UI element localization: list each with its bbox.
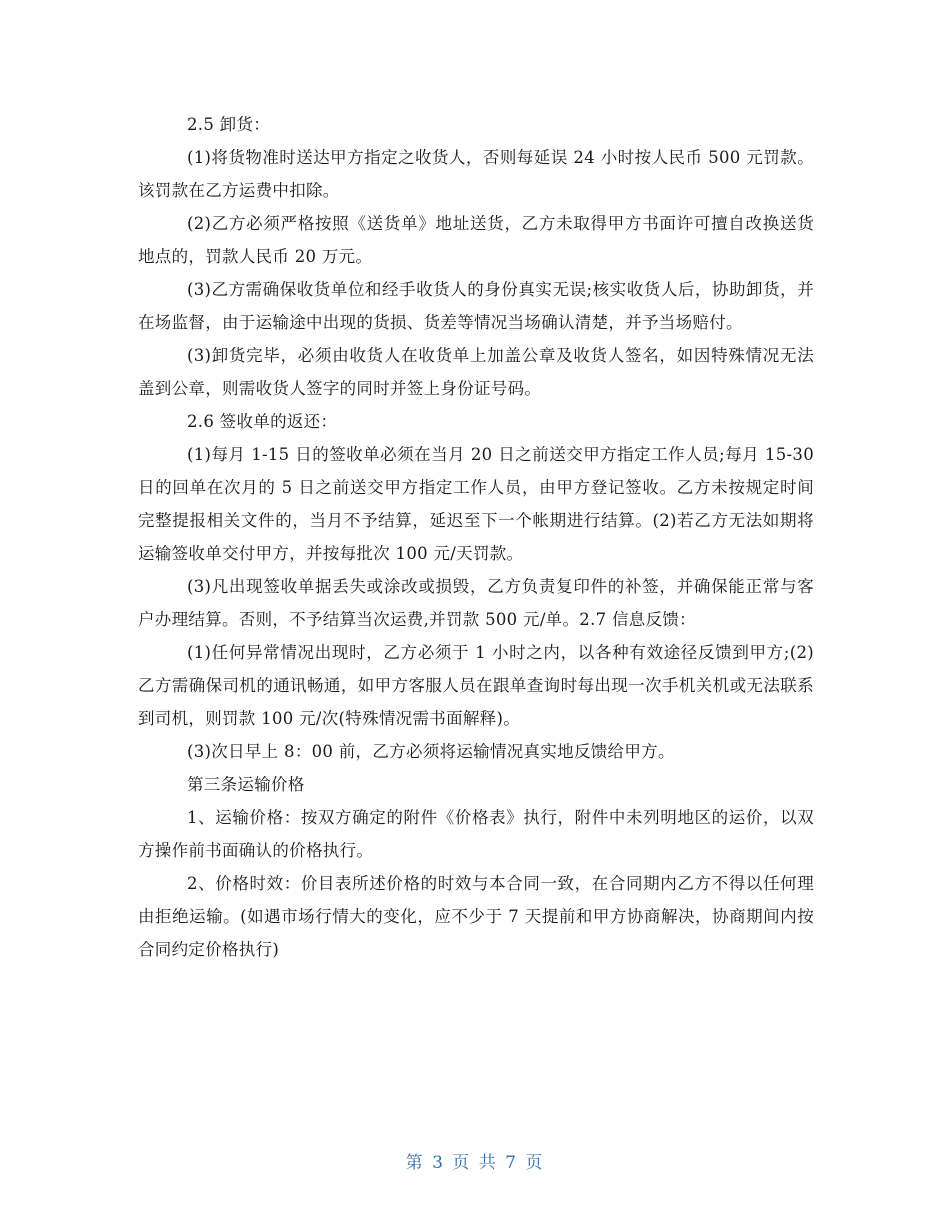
- paragraph: (1)任何异常情况出现时，乙方必须于 1 小时之内，以各种有效途径反馈到甲方;(2)乙方需确保司机的通讯畅通，如甲方客服人员在跟单查询时每出现一次手机关机或无法联系到司机，则罚款 100 元/次(特殊情况需书面解释)。: [138, 643, 814, 728]
- document-body: [138, 108, 814, 966]
- page-footer: 第 3 页 共 7 页: [405, 1153, 545, 1173]
- article-heading: 第三条运输价格: [187, 775, 305, 794]
- paragraph: (1)每月 1-15 日的签收单必须在当月 20 日之前送交甲方指定工作人员;每月 15-30 日的回单在次月的 5 日之前送交甲方指定工作人员，由甲方登记签收。乙方未按规定时间完整提报相关文件的，当月不予结算，延迟至下一个帐期进行结算。(2)若乙方无法如期将运输签收单交付甲方，并按每批次 100 元/天罚款。: [138, 445, 814, 563]
- paragraph: (3)凡出现签收单据丢失或涂改或损毁，乙方负责复印件的补签，并确保能正常与客户办理结算。否则，不予结算当次运费,并罚款 500 元/单。2.7 信息反馈：: [138, 577, 814, 629]
- paragraph: (3)乙方需确保收货单位和经手收货人的身份真实无误;核实收货人后，协助卸货，并在场监督，由于运输途中出现的货损、货差等情况当场确认清楚，并予当场赔付。: [138, 280, 814, 332]
- paragraph: (3)次日早上 8：00 前，乙方必须将运输情况真实地反馈给甲方。: [187, 742, 675, 761]
- paragraph: (3)卸货完毕，必须由收货人在收货单上加盖公章及收货人签名，如因特殊情况无法盖到公章，则需收货人签字的同时并签上身份证号码。: [138, 346, 814, 398]
- paragraph: 2、价格时效：价目表所述价格的时效与本合同一致，在合同期内乙方不得以任何理由拒绝运输。(如遇市场行情大的变化，应不少于 7 天提前和甲方协商解决，协商期间内按合同约定价格执行): [138, 874, 814, 959]
- section-heading-2-6: 2.6 签收单的返还：: [187, 412, 338, 431]
- section-heading-2-5: 2.5 卸货：: [187, 115, 271, 134]
- paragraph: 1、运输价格：按双方确定的附件《价格表》执行，附件中未列明地区的运价，以双方操作前书面确认的价格执行。: [138, 808, 814, 860]
- paragraph: (1)将货物准时送达甲方指定之收货人，否则每延误 24 小时按人民币 500 元罚款。该罚款在乙方运费中扣除。: [138, 148, 814, 200]
- paragraph: (2)乙方必须严格按照《送货单》地址送货，乙方未取得甲方书面许可擅自改换送货地点的，罚款人民币 20 万元。: [138, 214, 814, 266]
